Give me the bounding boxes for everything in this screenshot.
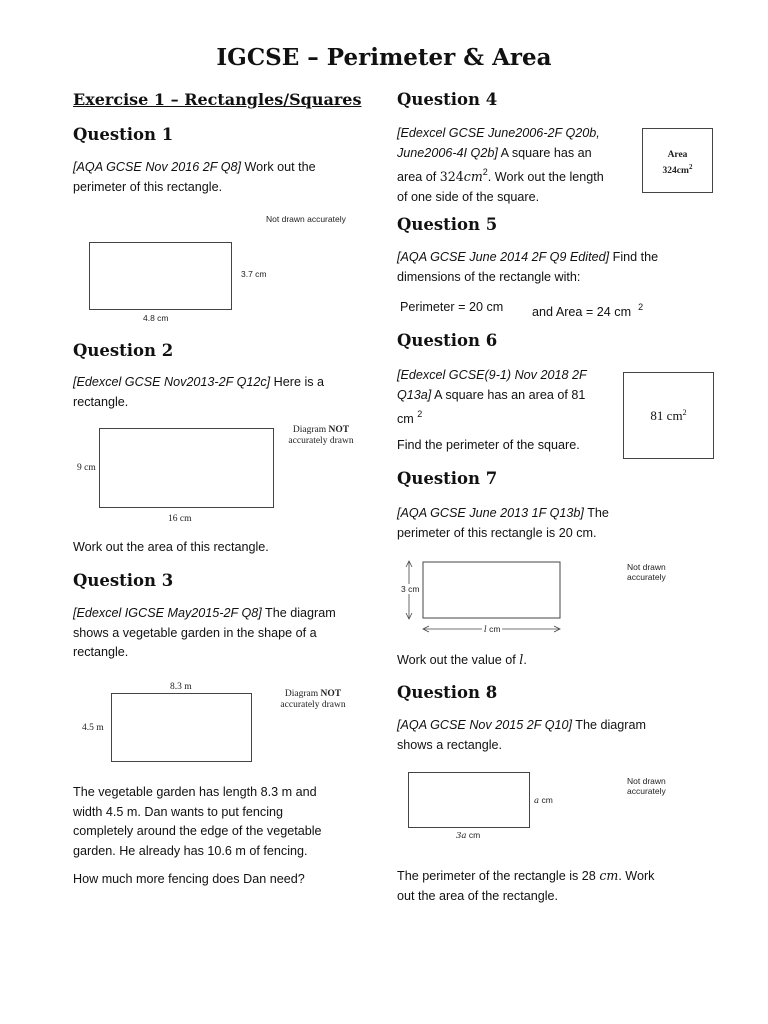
question-8-instruction: The perimeter of the rectangle is 28 cm. Work out the area of the rectangle. — [397, 868, 655, 903]
question-7-width-label: l cm — [484, 624, 501, 635]
question-4-heading: Question 4 — [397, 90, 498, 109]
question-2-text: [Edexcel GCSE Nov2013-2F Q12c] Here is a rectangle. — [73, 375, 325, 409]
question-7-note: Not drawn accurately — [627, 562, 666, 582]
question-2-height-label: 9 cm — [77, 463, 96, 473]
question-8-heading: Question 8 — [397, 683, 498, 702]
question-3-length-label: 8.3 m — [170, 682, 192, 692]
question-2-instruction: Work out the area of this rectangle. — [73, 540, 269, 554]
question-4-square-label: Area $324cm^2$ — [662, 150, 693, 176]
page-title: IGCSE – Perimeter & Area — [216, 44, 552, 71]
question-1-width-label: 4.8 cm — [143, 313, 169, 323]
question-1-text: [AQA GCSE Nov 2016 2F Q8] Work out the perimeter of this rectangle. — [73, 160, 316, 194]
question-8-note: Not drawn accurately — [627, 776, 666, 796]
question-8-width-label: 3a cm — [456, 830, 481, 841]
question-4-square — [642, 128, 713, 193]
question-4-text: [Edexcel GCSE June2006-2F Q20b, June2006-4I Q2b] A square has an area of $324cm^2$. Work out the length of one side of the square. — [397, 126, 604, 204]
question-7-text: [AQA GCSE June 2013 1F Q13b] The perimeter of this rectangle is 20 cm. — [397, 506, 609, 540]
question-2-note: Diagram NOT accurately drawn — [288, 425, 354, 446]
question-3-paragraph: The vegetable garden has length 8.3 m and width 4.5 m. Dan wants to put fencing completely around the edge of the vegetable garden. He already has 10.6 m of fencing. — [73, 785, 322, 858]
question-7-rectangle — [423, 562, 560, 618]
question-3-question: How much more fencing does Dan need? — [73, 872, 305, 886]
question-5-perimeter: Perimeter = 20 cm — [400, 300, 504, 314]
question-5-area: and Area = 24 cm $^2$ — [532, 302, 644, 319]
question-3-heading: Question 3 — [73, 571, 174, 590]
question-1-rectangle — [89, 242, 232, 310]
question-6-square — [623, 372, 714, 459]
question-3-width-label: 4.5 m — [82, 723, 104, 733]
exercise-heading: Exercise 1 – Rectangles/Squares — [73, 90, 362, 109]
question-1-height-label: 3.7 cm — [241, 269, 267, 279]
question-3-text: [Edexcel IGCSE May2015-2F Q8] The diagram shows a vegetable garden in the shape of a rectangle. — [73, 606, 336, 659]
question-5-text: [AQA GCSE June 2014 2F Q9 Edited] Find the dimensions of the rectangle with: — [397, 250, 659, 284]
question-8-height-label: a cm — [534, 795, 553, 806]
question-3-note: Diagram NOT accurately drawn — [280, 689, 346, 710]
question-6-square-label: 81 $cm^2$ — [650, 408, 687, 423]
question-3-rectangle — [111, 693, 252, 762]
question-8-rectangle — [408, 772, 530, 828]
question-6-text: [Edexcel GCSE(9-1) Nov 2018 2F Q13a] A square has an area of 81 cm $^2$ — [397, 368, 587, 426]
question-6-heading: Question 6 — [397, 331, 498, 350]
question-6-instruction: Find the perimeter of the square. — [397, 438, 580, 452]
question-2-heading: Question 2 — [73, 341, 174, 360]
question-2-rectangle — [99, 428, 274, 508]
question-7-instruction: Work out the value of l. — [397, 652, 527, 667]
question-2-width-label: 16 cm — [168, 514, 192, 524]
question-5-heading: Question 5 — [397, 215, 498, 234]
question-8-text: [AQA GCSE Nov 2015 2F Q10] The diagram shows a rectangle. — [397, 718, 646, 752]
question-7-heading: Question 7 — [397, 469, 498, 488]
question-7-height-label: 3 cm — [401, 584, 420, 594]
question-1-heading: Question 1 — [73, 125, 174, 144]
question-1-note: Not drawn accurately — [266, 214, 346, 224]
